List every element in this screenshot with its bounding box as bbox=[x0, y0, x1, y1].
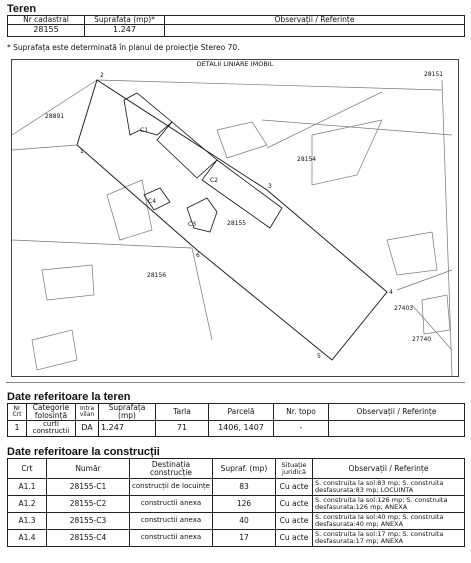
col-nr-crt: Nr Crt bbox=[8, 404, 27, 421]
constr-destinatie: constructii anexa bbox=[130, 496, 213, 513]
teren-row-intravilan: DA bbox=[76, 420, 99, 436]
teren-row-topo: - bbox=[274, 420, 329, 436]
col-tarla: Tarla bbox=[156, 404, 209, 421]
vertex-2: 2 bbox=[100, 72, 104, 79]
constr-numar: 28155-C1 bbox=[47, 479, 130, 496]
constr-crt: A1.4 bbox=[8, 530, 47, 547]
constr-observatii: S. construita la sol:17 mp; S. construita desfasurata:17 mp; ANEXA bbox=[313, 530, 465, 547]
label-c1: C1 bbox=[140, 127, 149, 134]
building-c2 bbox=[202, 160, 282, 228]
vertex-4: 4 bbox=[389, 289, 393, 296]
teren-row-nr: 1 bbox=[8, 420, 27, 436]
col-suprafata-teren: Suprafața (mp) bbox=[99, 404, 156, 421]
col-intravilan: Intra vilan bbox=[76, 404, 99, 421]
date-teren-title: Date referitoare la teren bbox=[7, 391, 131, 403]
teren-row-suprafata: 1.247 bbox=[99, 420, 156, 436]
constructie-row bbox=[8, 530, 465, 547]
teren-note: * Suprafața este determinată în planul de proiecție Stereo 70. bbox=[7, 43, 240, 52]
constructii-table bbox=[7, 458, 465, 547]
col-observatii-teren: Observații / Referințe bbox=[329, 404, 465, 421]
label-28151: 28151 bbox=[424, 71, 444, 78]
teren-table bbox=[7, 15, 465, 37]
constr-crt: A1.1 bbox=[8, 479, 47, 496]
date-teren-header-row bbox=[8, 404, 465, 421]
col-numar: Număr bbox=[47, 459, 130, 479]
building-c1b bbox=[157, 122, 217, 178]
constructie-row bbox=[8, 513, 465, 530]
vertex-1: 1 bbox=[80, 148, 84, 155]
teren-row-parcela: 1406, 1407 bbox=[209, 420, 274, 436]
cadastral-map bbox=[11, 59, 459, 377]
constr-situatie: Cu acte bbox=[276, 530, 313, 547]
constr-supraf: 40 bbox=[213, 513, 276, 530]
constructie-row bbox=[8, 479, 465, 496]
constr-supraf: 83 bbox=[213, 479, 276, 496]
teren-row-tarla: 71 bbox=[156, 420, 209, 436]
teren-row-observatii bbox=[329, 420, 465, 436]
label-parcel: 28155 bbox=[227, 220, 247, 227]
col-destinatie: Destinația construcție bbox=[130, 459, 213, 479]
label-28154: 28154 bbox=[297, 156, 317, 163]
teren-row-categorie: curti constructii bbox=[27, 420, 76, 436]
constr-crt: A1.2 bbox=[8, 496, 47, 513]
vertex-5: 5 bbox=[317, 353, 321, 360]
col-crt: Crt bbox=[8, 459, 47, 479]
teren-row bbox=[8, 24, 465, 36]
date-teren-row bbox=[8, 420, 465, 436]
label-27403: 27403 bbox=[394, 305, 414, 312]
label-c3: C3 bbox=[188, 221, 197, 228]
constr-situatie: Cu acte bbox=[276, 513, 313, 530]
teren-nr-cadastral: 28155 bbox=[8, 24, 85, 36]
col-observatii: Observații / Referințe bbox=[165, 16, 465, 25]
divider bbox=[6, 382, 465, 383]
col-parcela: Parcelă bbox=[209, 404, 274, 421]
constr-supraf: 126 bbox=[213, 496, 276, 513]
col-suprafata: Suprafața (mp)* bbox=[85, 16, 165, 25]
date-constructii-title: Date referitoare la construcții bbox=[7, 446, 160, 458]
constructie-row bbox=[8, 496, 465, 513]
map-title: DETALII LINIARE IMOBIL bbox=[196, 60, 274, 68]
label-28891: 28891 bbox=[45, 113, 65, 120]
constr-situatie: Cu acte bbox=[276, 496, 313, 513]
constr-destinatie: constructii anexa bbox=[130, 530, 213, 547]
col-observatii-constr: Observații / Referințe bbox=[313, 459, 465, 479]
buildings bbox=[124, 93, 282, 232]
constr-crt: A1.3 bbox=[8, 513, 47, 530]
teren-header-row bbox=[8, 16, 465, 25]
constr-observatii: S. construita la sol:83 mp; S. construita desfasurata:83 mp; LOCUINTA bbox=[313, 479, 465, 496]
date-teren-table bbox=[7, 403, 465, 437]
constr-destinatie: construcții de locuințe bbox=[130, 479, 213, 496]
col-situatie: Situație juridică bbox=[276, 459, 313, 479]
label-27740: 27740 bbox=[412, 336, 432, 343]
label-c2: C2 bbox=[210, 177, 219, 184]
constr-numar: 28155-C4 bbox=[47, 530, 130, 547]
vertex-6: 6 bbox=[196, 252, 200, 259]
constr-numar: 28155-C2 bbox=[47, 496, 130, 513]
constr-numar: 28155-C3 bbox=[47, 513, 130, 530]
constr-supraf: 17 bbox=[213, 530, 276, 547]
vertex-3: 3 bbox=[268, 183, 272, 190]
teren-title: Teren bbox=[7, 3, 37, 15]
col-supraf: Supraf. (mp) bbox=[213, 459, 276, 479]
constructii-header-row bbox=[8, 459, 465, 479]
col-nr-cadastral: Nr cadastral bbox=[8, 16, 85, 25]
map-drawing bbox=[12, 60, 458, 376]
constr-situatie: Cu acte bbox=[276, 479, 313, 496]
col-nr-topo: Nr. topo bbox=[274, 404, 329, 421]
teren-observatii bbox=[165, 24, 465, 36]
label-c4: C4 bbox=[148, 198, 157, 205]
teren-suprafata: 1.247 bbox=[85, 24, 165, 36]
constr-observatii: S. construita la sol:126 mp; S. construita desfasurata:126 mp; ANEXA bbox=[313, 496, 465, 513]
col-categorie: Categorie folosință bbox=[27, 404, 76, 421]
label-28156: 28156 bbox=[147, 272, 167, 279]
neighbor-lines bbox=[12, 80, 452, 376]
constr-destinatie: constructii anexa bbox=[130, 513, 213, 530]
constr-observatii: S. construita la sol:40 mp; S. construita desfasurata:40 mp; ANEXA bbox=[313, 513, 465, 530]
